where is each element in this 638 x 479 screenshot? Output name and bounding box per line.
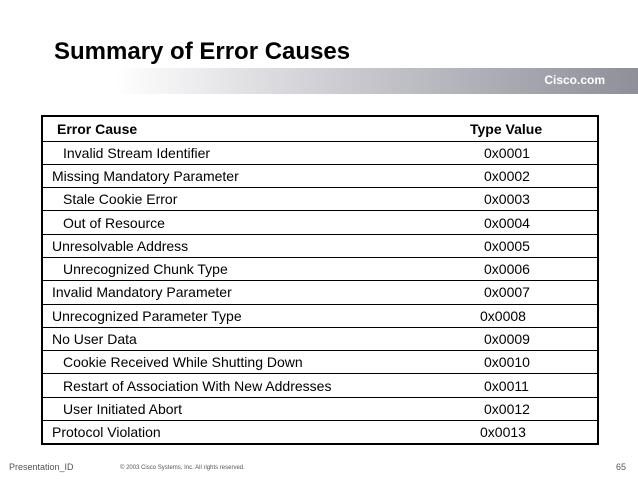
cause-cell: Unresolvable Address (52, 237, 189, 254)
header-banner (0, 68, 638, 94)
error-causes-table (41, 115, 599, 445)
type-cell: 0x0006 (484, 261, 530, 278)
brand-label: Cisco.com (544, 73, 605, 87)
cause-cell: Stale Cookie Error (63, 191, 178, 208)
table-row (43, 234, 597, 257)
cause-cell: Restart of Association With New Addresses (63, 377, 332, 394)
cause-cell: Unrecognized Chunk Type (63, 261, 228, 278)
header-type-value: Type Value (470, 120, 543, 137)
cause-cell: Out of Resource (63, 214, 165, 231)
page-number: 65 (615, 462, 626, 472)
table-row (43, 257, 597, 280)
type-cell: 0x0004 (484, 214, 530, 231)
header-error-cause: Error Cause (57, 120, 138, 137)
type-cell: 0x0011 (484, 377, 529, 394)
cause-cell: Protocol Violation (52, 424, 161, 441)
type-cell: 0x0007 (484, 284, 530, 301)
type-cell: 0x0002 (484, 167, 530, 184)
type-cell: 0x0012 (484, 400, 530, 417)
type-cell: 0x0008 (480, 307, 526, 324)
cause-cell: Invalid Mandatory Parameter (52, 284, 232, 301)
slide-title: Summary of Error Causes (54, 38, 351, 65)
table-row (43, 420, 597, 443)
type-cell: 0x0003 (484, 191, 530, 208)
cause-cell: User Initiated Abort (63, 400, 183, 417)
table-row (43, 187, 597, 210)
presentation-id: Presentation_ID (9, 462, 74, 472)
type-cell: 0x0009 (484, 331, 530, 348)
cause-cell: No User Data (52, 331, 137, 348)
table-row (43, 397, 597, 420)
table-row (43, 304, 597, 327)
type-cell: 0x0013 (480, 424, 526, 441)
table-row (43, 164, 597, 187)
cause-cell: Unrecognized Parameter Type (52, 307, 242, 324)
cause-cell: Invalid Stream Identifier (63, 144, 211, 161)
table-header-row (43, 117, 597, 141)
copyright-notice: © 2003 Cisco Systems, Inc. All rights reserved. (120, 465, 245, 471)
table-row (43, 327, 597, 350)
table-row (43, 373, 597, 396)
cause-cell: Cookie Received While Shutting Down (63, 354, 303, 371)
cause-cell: Missing Mandatory Parameter (52, 167, 239, 184)
table-row (43, 210, 597, 233)
table-row (43, 141, 597, 164)
type-cell: 0x0001 (484, 144, 530, 161)
table-row (43, 350, 597, 373)
table-row (43, 280, 597, 303)
type-cell: 0x0010 (484, 354, 530, 371)
type-cell: 0x0005 (484, 237, 530, 254)
